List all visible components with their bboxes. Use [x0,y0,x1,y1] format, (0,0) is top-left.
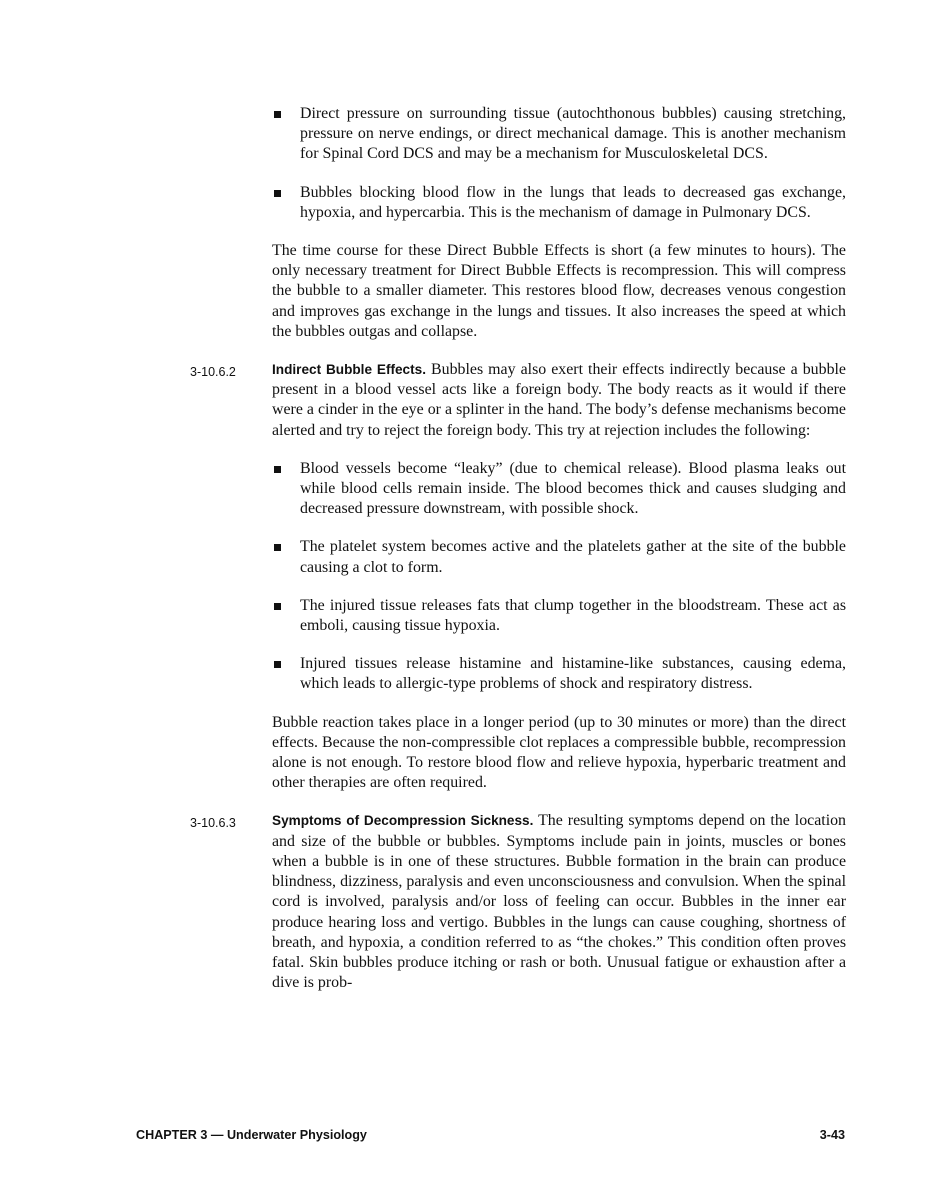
bullet-text: The platelet system becomes active and the platelets gather at the site of the bubble causing a clot to form. [300,538,846,576]
bullet-text: The injured tissue releases fats that clump together in the bloodstream. These act as emboli, causing tissue hypoxia. [300,596,846,635]
square-bullet-icon [274,190,281,197]
section-text: Bubbles may also exert their effects indirectly because a bubble present in a blood vessel acts like a foreign body. The body reacts as it would if there were a cinder in the eye or a splinter in the hand. The body’s defense mechanisms become alerted and try to reject the foreign body. This try at rejection includes the following: [272,361,846,439]
section-text: The resulting symptoms depend on the location and size of the bubble or bubbles. Symptoms include pain in joints, muscles or bones when a bubble is in one of these structures. Bubble formation in the brain can produce blindness, dizziness, paralysis and even unconsciousness and convulsion. When the spinal cord is involved, paralysis and/or loss of feeling can occur. Bubbles in the inner ear produce hearing loss and vertigo. Bubbles in the lungs can cause coughing, shortness of breath, and hypoxia, a condition referred to as “the chokes.” This condition often proves fatal. Skin bubbles produce itching or rash or both. Unusual fatigue or exhaustion after a dive is prob- [272,812,846,992]
bubble-reaction-paragraph: Bubble reaction takes place in a longer period (up to 30 minutes or more) than the direct effects. Because the non-compressible clot replaces a compressible bubble, recompression alone is not enough. To restore blood flow and relieve hypoxia, hyperbaric treatment and other therapies are often required. [272,713,846,792]
bullet-text: Direct pressure on surrounding tissue (autochthonous bubbles) causing stretching, pressure on nerve endings, or direct mechanical damage. This is another mechanism for Spinal Cord DCS and may be a mechanism for Musculoskeletal DCS. [300,105,846,163]
bullet-text: Bubbles blocking blood flow in the lungs that leads to decreased gas exchange, hypoxia, and hypercarbia. This is the mechanism of damage in Pulmonary DCS. [300,183,846,221]
section-title: Symptoms of Decompression Sickness. [272,813,534,829]
square-bullet-icon [274,544,281,551]
square-bullet-icon [274,603,281,610]
square-bullet-icon [274,111,281,118]
list-item [272,183,846,223]
list-item [272,104,846,165]
page-footer [136,1128,845,1142]
list-item [272,537,846,577]
list-item [272,654,846,694]
section-number: 3-10.6.3 [190,816,236,831]
direct-effects-bullet-list [272,104,846,223]
section-body [272,360,846,441]
footer-page-number: 3-43 [819,1128,845,1142]
section-title: Indirect Bubble Effects. [272,362,426,378]
page-content [190,104,846,1011]
square-bullet-icon [274,466,281,473]
section-number: 3-10.6.2 [190,365,236,380]
list-item [272,459,846,520]
square-bullet-icon [274,661,281,668]
section-body [272,811,846,993]
list-item [272,596,846,636]
section-3-10-6-2 [190,360,846,441]
section-3-10-6-3 [190,811,846,993]
footer-chapter-title: CHAPTER 3 — Underwater Physiology [136,1128,367,1142]
bullet-text: Blood vessels become “leaky” (due to chemical release). Blood plasma leaks out while blood cells remain inside. The blood becomes thick and causes sludging and decreased pressure downstream, with possible shock. [300,459,846,518]
indirect-effects-bullet-list [272,459,846,695]
direct-effects-paragraph: The time course for these Direct Bubble Effects is short (a few minutes to hours). The only necessary treatment for Direct Bubble Effects is recompression. This will compress the bubble to a smaller diameter. This restores blood flow, decreases venous congestion and improves gas exchange in the lungs and tissues. It also increases the speed at which the bubbles outgas and collapse. [272,242,846,340]
bullet-text: Injured tissues release histamine and histamine-like substances, causing edema, which leads to allergic-type problems of shock and respiratory distress. [300,655,846,693]
